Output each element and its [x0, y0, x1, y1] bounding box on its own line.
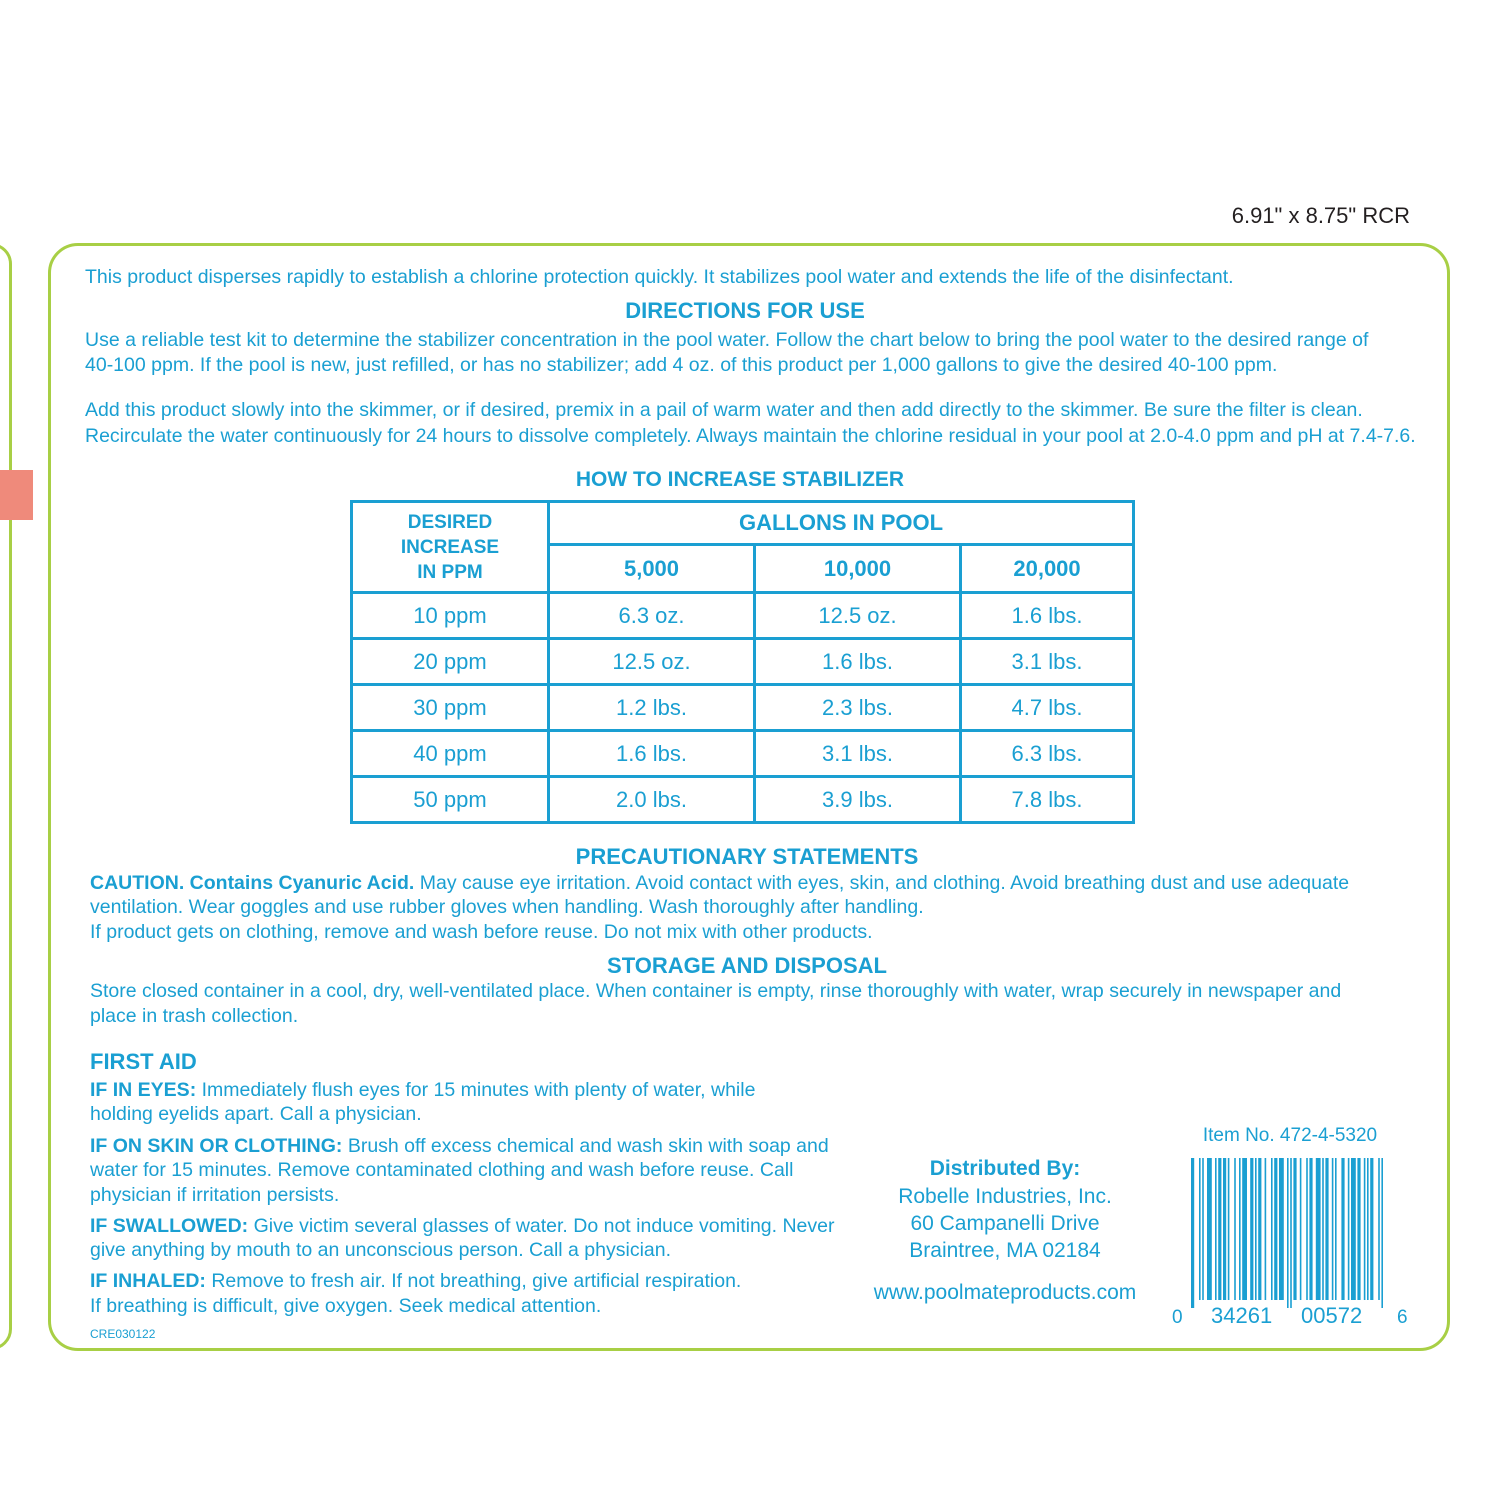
barcode-bar — [1215, 1158, 1217, 1300]
barcode-bar — [1239, 1158, 1241, 1300]
barcode-bar — [1370, 1158, 1373, 1300]
table-title: HOW TO INCREASE STABILIZER — [575, 468, 905, 491]
directions-p2-line2: Recirculate the water continuously for 24 hours to dissolve completely. Always maintain the chlorine residual in your pool at 2.0-4.0 ppm and pH at 7.4-7.6. — [85, 425, 1416, 447]
barcode-bar — [1348, 1158, 1350, 1300]
column-header: 10,000 — [755, 545, 961, 593]
barcode-bar — [1332, 1158, 1334, 1300]
table-cell: 2.3 lbs. — [755, 685, 961, 731]
swallowed-text: Give victim several glasses of water. Do not induce vomiting. Never — [248, 1215, 835, 1237]
barcode-bar — [1316, 1158, 1321, 1300]
column-header: 5,000 — [549, 545, 755, 593]
eyes-lead: IF IN EYES: — [90, 1079, 197, 1101]
first-aid-eyes-line2: holding eyelids apart. Call a physician. — [90, 1103, 422, 1125]
intro-text: This product disperses rapidly to establish a chlorine protection quickly. It stabilizes pool water and extends the life of the disinfectant. — [85, 266, 1234, 288]
table-cell: 6.3 lbs. — [961, 731, 1134, 777]
barcode-bar — [1207, 1158, 1212, 1300]
storage-line2: place in trash collection. — [90, 1005, 299, 1027]
table-cell: 1.6 lbs. — [549, 731, 755, 777]
row-header-line: IN PPM — [417, 561, 483, 583]
barcode-bar — [1250, 1158, 1253, 1300]
color-tab — [0, 470, 33, 520]
barcode-bar — [1242, 1158, 1247, 1300]
barcode-bar — [1223, 1158, 1226, 1300]
barcode-bar — [1364, 1158, 1366, 1300]
row-header-cell — [352, 502, 549, 593]
table-cell: 4.7 lbs. — [961, 685, 1134, 731]
table-cell-ppm: 20 ppm — [352, 639, 549, 685]
table-cell: 3.1 lbs. — [755, 731, 961, 777]
barcode-bar — [1287, 1158, 1289, 1308]
distributor-website[interactable]: www.poolmateproducts.com — [873, 1281, 1137, 1304]
distributor-name: Robelle Industries, Inc. — [898, 1185, 1112, 1208]
barcode-bar — [1325, 1158, 1328, 1300]
table-cell-ppm: 40 ppm — [352, 731, 549, 777]
directions-title: DIRECTIONS FOR USE — [625, 298, 865, 323]
table-cell-ppm: 30 ppm — [352, 685, 549, 731]
barcode-bar — [1357, 1158, 1360, 1300]
barcode-bar — [1279, 1158, 1284, 1300]
first-aid-swallowed-line2: give anything by mouth to an unconscious person. Call a physician. — [90, 1239, 672, 1261]
barcode-bar — [1322, 1158, 1324, 1300]
distributor-street: 60 Campanelli Drive — [910, 1212, 1100, 1235]
column-header: 20,000 — [961, 545, 1134, 593]
precautions-line1 — [90, 871, 1349, 896]
barcode-group1: 34261 — [1211, 1303, 1273, 1328]
adjacent-panel-border — [0, 243, 12, 1350]
first-aid-eyes-line1 — [90, 1078, 755, 1103]
barcode-bar — [1378, 1158, 1380, 1300]
barcode-bar — [1341, 1158, 1344, 1300]
label-code: CRE030122 — [90, 1327, 156, 1341]
barcode-bar — [1381, 1158, 1383, 1308]
inhaled-lead: IF INHALED: — [90, 1270, 206, 1292]
precautions-title: PRECAUTIONARY STATEMENTS — [575, 844, 919, 869]
storage-title: STORAGE AND DISPOSAL — [607, 953, 887, 978]
table-cell: 12.5 oz. — [755, 593, 961, 639]
storage-line1: Store closed container in a cool, dry, well-ventilated place. When container is empty, rinse thoroughly with water, wrap securely in newspaper and — [90, 980, 1342, 1002]
barcode-bar — [1218, 1158, 1221, 1300]
barcode-bar — [1191, 1158, 1194, 1308]
first-aid-inhaled-line1 — [90, 1269, 741, 1294]
group-header: GALLONS IN POOL — [549, 502, 1134, 545]
directions-p1-line1: Use a reliable test kit to determine the stabilizer concentration in the pool water. Follow the chart below to bring the pool water to the desired range of — [85, 329, 1369, 351]
table-cell: 1.6 lbs. — [961, 593, 1134, 639]
first-aid-inhaled-line2: If breathing is difficult, give oxygen. Seek medical attention. — [90, 1295, 602, 1317]
precautions-line2: ventilation. Wear goggles and use rubber gloves when handling. Wash thoroughly after handling. — [90, 896, 924, 918]
table-cell: 12.5 oz. — [549, 639, 755, 685]
row-header-line: DESIRED — [407, 511, 493, 533]
swallowed-lead: IF SWALLOWED: — [90, 1215, 249, 1237]
caution-text: May cause eye irritation. Avoid contact with eyes, skin, and clothing. Avoid breathing dust and use adequate — [414, 872, 1350, 894]
table-cell: 1.6 lbs. — [755, 639, 961, 685]
barcode-bar — [1271, 1158, 1273, 1300]
row-header-line: INCREASE — [400, 536, 500, 558]
first-aid-title: FIRST AID — [90, 1049, 197, 1074]
skin-text: Brush off excess chemical and wash skin with soap and — [342, 1135, 829, 1157]
barcode-bar — [1309, 1158, 1312, 1300]
barcode-bar — [1274, 1158, 1277, 1300]
barcode-bar — [1290, 1158, 1292, 1308]
distributor-title: Distributed By: — [929, 1157, 1081, 1180]
barcode-bar — [1300, 1158, 1302, 1300]
barcode-bar — [1228, 1158, 1230, 1300]
table-cell-ppm: 10 ppm — [352, 593, 549, 639]
barcode-bar — [1234, 1158, 1236, 1300]
barcode-bar — [1293, 1158, 1296, 1300]
barcode-bar — [1335, 1158, 1337, 1300]
table-cell: 2.0 lbs. — [549, 777, 755, 823]
table-cell: 3.9 lbs. — [755, 777, 961, 823]
distributor-city: Braintree, MA 02184 — [909, 1239, 1101, 1262]
barcode-bar — [1255, 1158, 1257, 1300]
first-aid-swallowed-line1 — [90, 1214, 834, 1239]
inhaled-text: Remove to fresh air. If not breathing, give artificial respiration. — [205, 1270, 742, 1292]
item-number: Item No. 472-4-5320 — [1202, 1125, 1378, 1146]
barcode-bar — [1265, 1158, 1267, 1300]
first-aid-skin-line1 — [90, 1134, 829, 1159]
table-cell: 1.2 lbs. — [549, 685, 755, 731]
first-aid-skin-line2: water for 15 minutes. Remove contaminated clothing and wash before reuse. Call — [90, 1159, 794, 1181]
directions-p1-line2: 40-100 ppm. If the pool is new, just refilled, or has no stabilizer; add 4 oz. of this product per 1,000 gallons to give the desired 40-100 ppm. — [85, 354, 1278, 376]
barcode-bar — [1199, 1158, 1201, 1300]
stabilizer-table — [350, 500, 1135, 824]
barcode-bar — [1367, 1158, 1369, 1300]
barcode-bar — [1258, 1158, 1261, 1300]
barcode-bar — [1202, 1158, 1204, 1300]
first-aid-skin-line3: physician if irritation persists. — [90, 1184, 340, 1206]
label-dimensions: 6.91" x 8.75" RCR — [1231, 203, 1410, 228]
barcode-icon — [1189, 1158, 1389, 1308]
barcode-bar — [1306, 1158, 1308, 1300]
table-cell: 3.1 lbs. — [961, 639, 1134, 685]
barcode-left-digit: 0 — [1172, 1307, 1183, 1328]
barcode-bar — [1351, 1158, 1356, 1300]
directions-p2-line1: Add this product slowly into the skimmer, or if desired, premix in a pail of warm water and then add directly to the skimmer. Be sure the filter is clean. — [85, 399, 1363, 421]
table-cell: 6.3 oz. — [549, 593, 755, 639]
precautions-line3: If product gets on clothing, remove and wash before reuse. Do not mix with other products. — [90, 921, 873, 943]
skin-lead: IF ON SKIN OR CLOTHING: — [90, 1135, 343, 1157]
caution-lead: CAUTION. Contains Cyanuric Acid. — [90, 872, 415, 894]
eyes-text: Immediately flush eyes for 15 minutes with plenty of water, while — [196, 1079, 756, 1101]
barcode-group2: 00572 — [1301, 1303, 1363, 1328]
barcode-right-digit: 6 — [1397, 1307, 1408, 1328]
table-cell-ppm: 50 ppm — [352, 777, 549, 823]
table-cell: 7.8 lbs. — [961, 777, 1134, 823]
